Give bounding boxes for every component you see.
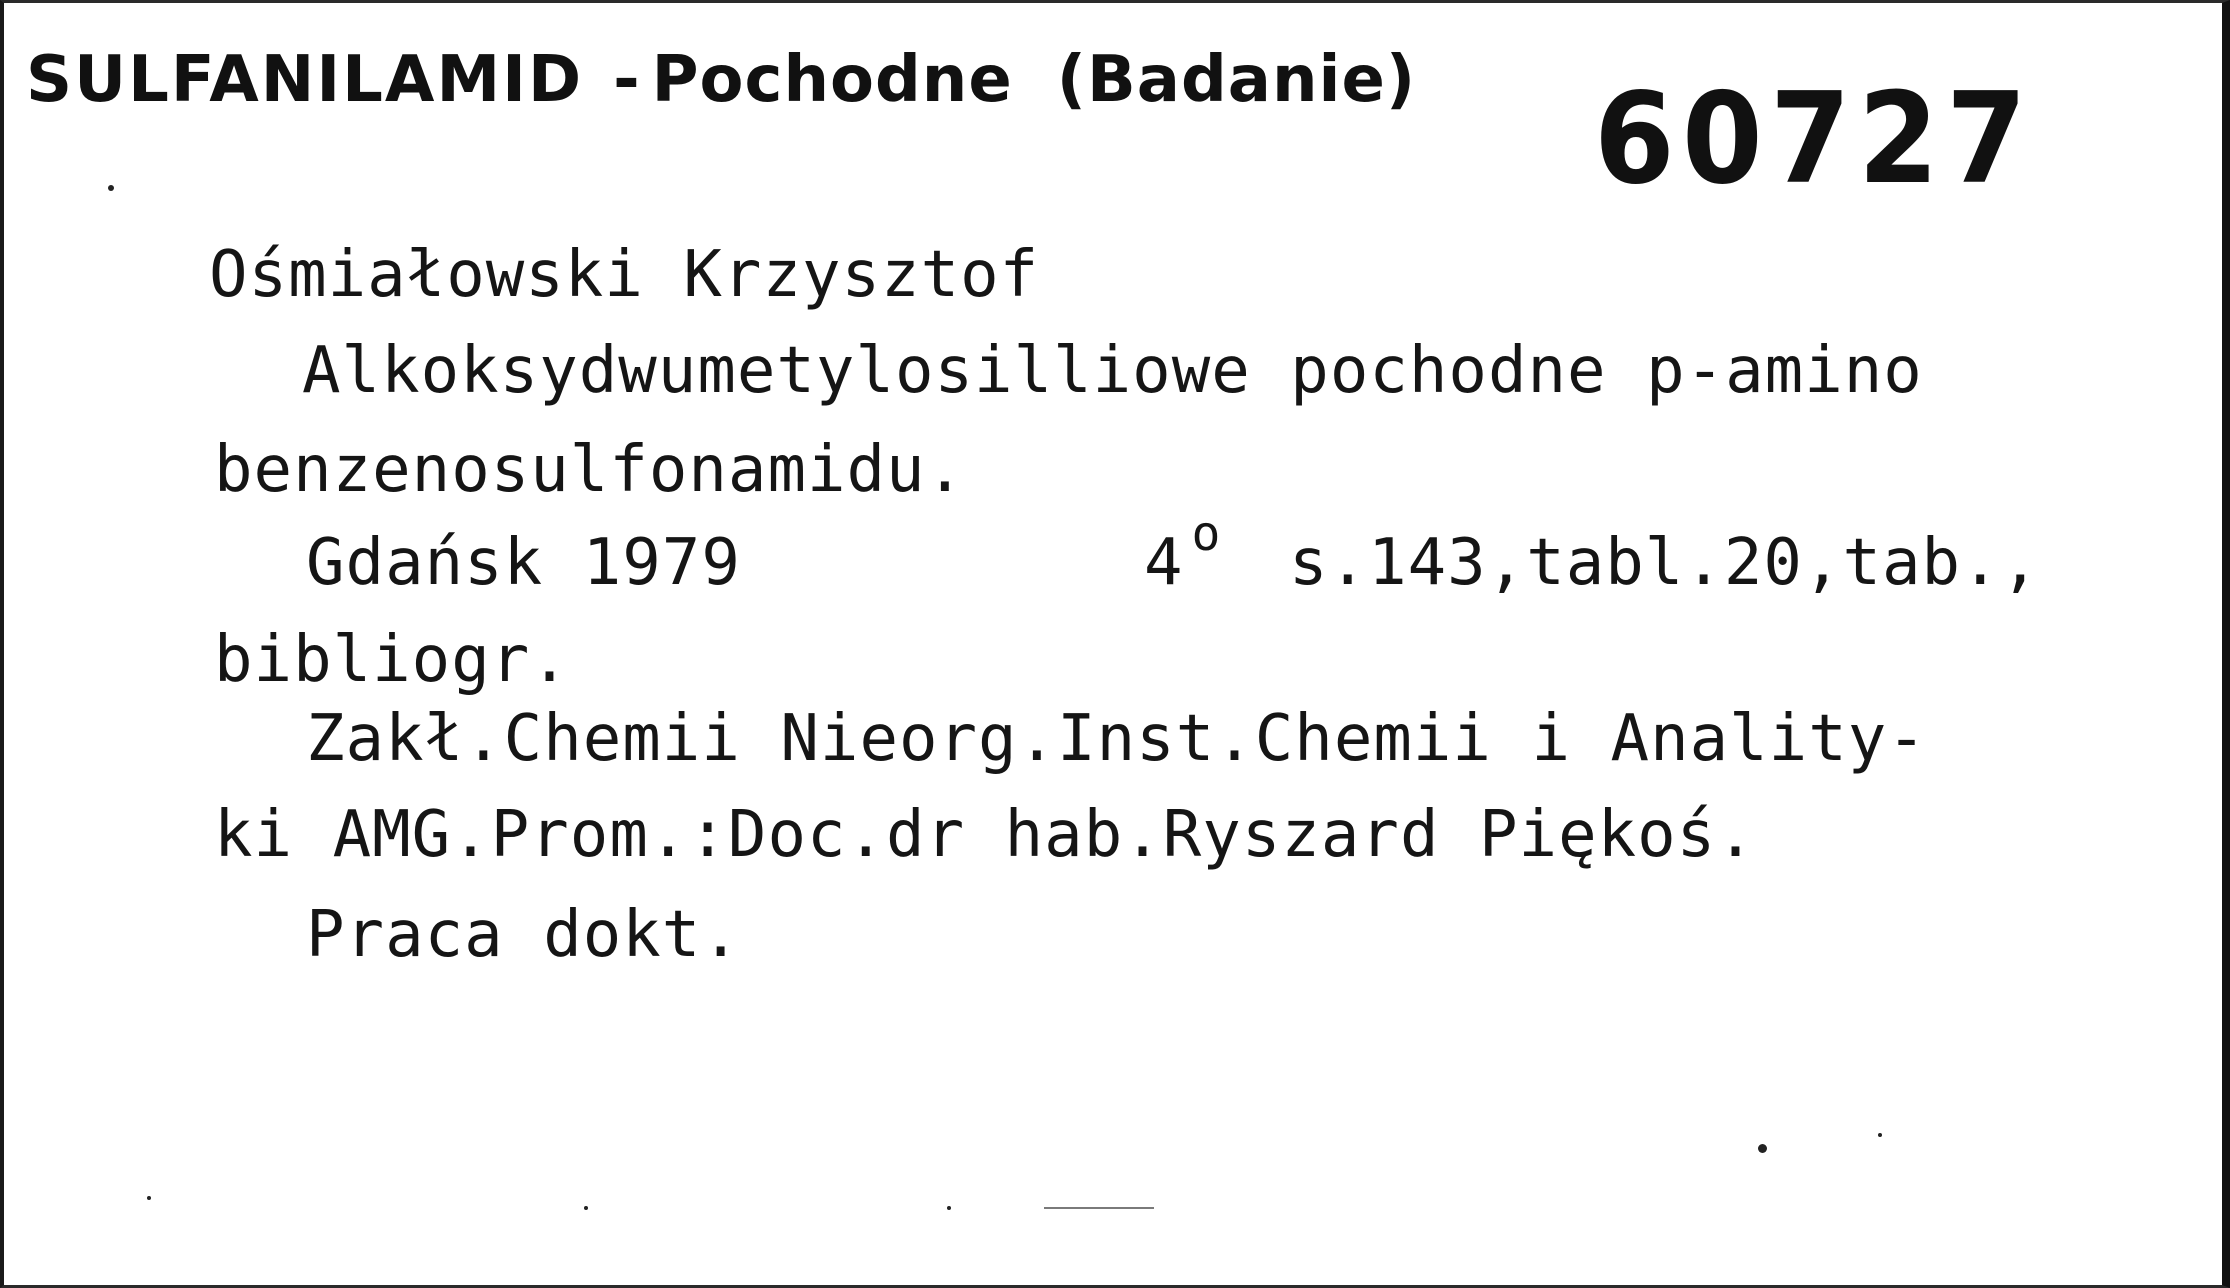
place-and-year: Gdańsk 1979 (306, 526, 741, 600)
institution-line-1: Zakł.Chemii Nieorg.Inst.Chemii i Anality- (306, 702, 1927, 776)
subject-heading-subdivision: Pochodne (651, 43, 1013, 117)
pagination: s.143,tabl.20,tab., (1289, 526, 2041, 600)
author-name: Ośmiałowski Krzysztof (209, 238, 1040, 312)
ink-speck (1758, 1144, 1767, 1153)
subject-heading-dash: - (613, 43, 642, 117)
thesis-note: Praca dokt. (306, 898, 741, 972)
subject-heading-qualifier: (Badanie) (1056, 43, 1417, 117)
subject-heading (26, 43, 1416, 117)
ink-speck (584, 1206, 588, 1210)
bibliography-note: bibliogr. (214, 623, 570, 697)
ink-speck (1878, 1133, 1882, 1137)
call-number: 60727 (1594, 65, 2035, 212)
title-line-2: benzenosulfonamidu. (214, 433, 966, 507)
institution-line-2: ki AMG.Prom.:Doc.dr hab.Ryszard Piękoś. (214, 798, 1756, 872)
ink-speck (947, 1206, 951, 1210)
format-number: 4 (1144, 526, 1184, 600)
title-line-1: Alkoksydwumetylosilliowe pochodne p-amino (302, 334, 1923, 408)
faint-mark (1044, 1207, 1154, 1209)
ink-speck (147, 1196, 151, 1200)
ink-speck (108, 185, 114, 191)
format-size (1144, 506, 1222, 600)
subject-heading-main: SULFANILAMID (26, 43, 584, 117)
format-degree: o (1191, 506, 1222, 562)
